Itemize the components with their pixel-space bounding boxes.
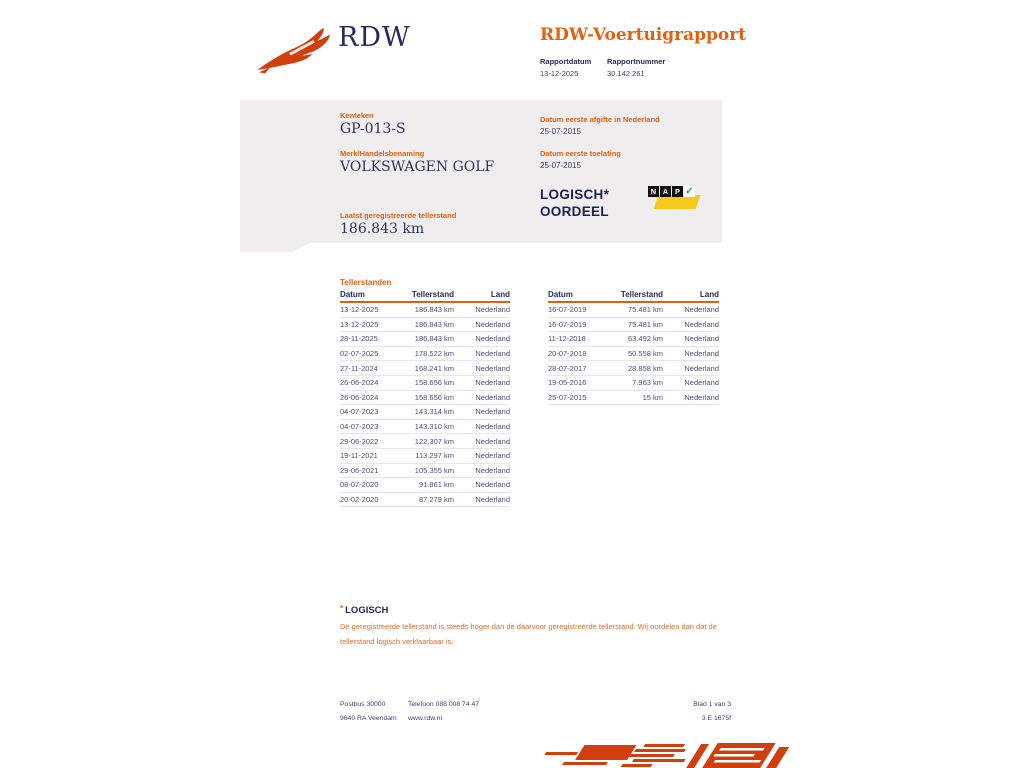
cell-tellerstand: 63.492 km [627,334,663,344]
cell-datum: 02-07-2025 [340,349,379,359]
cell-land: Nederland [475,334,510,344]
cell-land: Nederland [475,436,510,446]
table-row [548,318,719,333]
footer-address-line2: 9640 RA Veendam [340,715,397,722]
footer-page-indicator: Blad 1 van 3 [693,701,731,708]
afgifte-label: Datum eerste afgifte in Nederland [540,115,660,124]
cell-datum: 13-12-2025 [340,319,379,329]
table-row [340,376,510,391]
table-row [340,391,510,406]
cell-datum: 28-11-2025 [340,334,378,344]
tables-title: Tellerstanden [340,278,392,287]
table-row [340,434,510,449]
afgifte-value: 25-07-2015 [540,127,581,136]
cell-land: Nederland [684,363,719,373]
cell-tellerstand: 28.858 km [627,363,663,373]
toelating-label: Datum eerste toelating [540,149,621,158]
nap-letter-n: N [648,186,659,197]
rdw-logo-text: RDW [338,22,411,53]
report-date-value: 13-12-2025 [540,69,579,78]
cell-datum: 20-02-2020 [340,495,379,505]
cell-tellerstand: 186.843 km [414,334,454,344]
table-row [340,332,510,347]
table-row [548,376,719,391]
cell-datum: 08-07-2020 [340,480,379,490]
nap-letter-a: A [660,186,671,197]
cell-land: Nederland [475,363,510,373]
table-header [548,290,719,303]
footer-form-code: 3 E 1675f [701,715,731,722]
odometer-table-left [340,290,510,507]
odometer-table-right [548,290,719,405]
rdw-bird-logo-icon [254,24,334,74]
merk-label: Merk/Handelsbenaming [340,149,425,158]
cell-land: Nederland [684,392,719,402]
cell-tellerstand: 186.843 km [414,305,454,315]
cell-tellerstand: 168.241 km [414,363,454,373]
cell-land: Nederland [684,305,719,315]
kenteken-value: GP-013-S [340,121,406,137]
table-row [340,464,510,479]
table-row [340,405,510,420]
kenteken-label: Kenteken [340,111,374,120]
cell-tellerstand: 7.963 km [632,378,663,388]
cell-tellerstand: 178.522 km [414,349,454,359]
report-number-label: Rapportnummer [607,57,666,66]
cell-land: Nederland [475,305,510,315]
explanation-heading [340,604,388,616]
cell-tellerstand: 158.656 km [414,392,454,402]
cell-datum: 25-07-2015 [548,392,587,402]
cell-datum: 20-07-2018 [548,349,587,359]
table-row [548,391,719,406]
cell-datum: 29-06-2021 [340,465,379,475]
table-row [340,449,510,464]
cell-tellerstand: 91.861 km [418,480,454,490]
cell-datum: 26-06-2024 [340,392,379,402]
cell-land: Nederland [684,378,719,388]
cell-tellerstand: 143.310 km [414,422,454,432]
nap-yellow-bar [654,195,701,209]
cell-datum: 26-06-2024 [340,378,379,388]
cell-datum: 27-11-2024 [340,363,378,373]
cell-tellerstand: 113.297 km [415,451,454,461]
table-row [340,478,510,493]
cell-land: Nederland [475,422,510,432]
asterisk-mark: * [340,604,344,613]
tellerstand-label: Laatst geregistreerde tellerstand [340,211,457,220]
cell-land: Nederland [475,480,510,490]
table-row [548,361,719,376]
col-land: Land [699,290,719,299]
cell-datum: 29-06-2022 [340,436,379,446]
cell-land: Nederland [475,378,510,388]
cell-tellerstand: 15 km [642,392,663,402]
report-number-value: 30.142.261 [607,69,645,78]
cell-datum: 11-12-2018 [548,334,586,344]
table-row [340,420,510,435]
cell-land: Nederland [475,465,510,475]
cell-tellerstand: 75.481 km [627,305,663,315]
report-date-label: Rapportdatum [540,57,592,66]
cell-land: Nederland [684,334,719,344]
table-row [548,347,719,362]
cell-datum: 19-05-2016 [548,378,587,388]
col-datum: Datum [548,290,573,299]
cell-land: Nederland [475,451,510,461]
table-row [340,361,510,376]
cell-land: Nederland [475,319,510,329]
cell-datum: 19-11-2021 [340,451,378,461]
cell-tellerstand: 158.656 km [414,378,454,388]
merk-value: VOLKSWAGEN GOLF [340,159,495,175]
oordeel-line1: LOGISCH* [540,187,610,202]
nap-logo [648,186,700,212]
footer-address-line1: Postbus 30000 [340,701,386,708]
cell-datum: 04-07-2023 [340,422,379,432]
cell-tellerstand: 50.558 km [627,349,663,359]
table-row [548,332,719,347]
table-row [340,493,510,508]
cell-tellerstand: 186.843 km [414,319,454,329]
page-title: RDW-Voertuigrapport [540,25,747,45]
explanation-heading-text: LOGISCH [345,605,389,616]
table-row [340,318,510,333]
footer-website: www.rdw.nl [408,715,442,722]
cell-datum: 13-12-2025 [340,305,379,315]
table-row [340,303,510,318]
cell-land: Nederland [475,392,510,402]
cell-land: Nederland [684,319,719,329]
cell-tellerstand: 75.481 km [627,319,663,329]
table-row [548,303,719,318]
oordeel-text [540,186,609,220]
nap-check-icon: ✓ [685,186,694,197]
cell-land: Nederland [684,349,719,359]
col-tellerstand: Tellerstand [411,290,454,299]
cell-land: Nederland [475,495,510,505]
cell-datum: 04-07-2023 [340,407,379,417]
footer-phone: Telefoon 088 008 74 47 [408,701,480,708]
cell-tellerstand: 87.279 km [418,495,454,505]
table-header [340,290,510,303]
nap-letter-p: P [672,186,683,197]
cell-datum: 16-07-2019 [548,319,587,329]
toelating-value: 25-07-2015 [540,161,581,170]
cell-land: Nederland [475,407,510,417]
cell-tellerstand: 105.355 km [414,465,454,475]
cell-tellerstand: 143.314 km [414,407,454,417]
oordeel-line2: OORDEEL [540,204,609,219]
cell-datum: 28-07-2017 [548,363,587,373]
cell-tellerstand: 122.307 km [414,436,454,446]
explanation-body: De geregistreerde tellerstand is steeds hoger dan de daarvoor geregistreerde tellerstand. Wij oordelen dan dat de tellerstand logisch verklaarbaar is. [340,622,717,646]
col-datum: Datum [340,290,365,299]
col-land: Land [490,290,510,299]
speed-lines-graphic [543,741,805,768]
tellerstand-value: 186.843 km [340,221,425,237]
col-tellerstand: Tellerstand [620,290,663,299]
cell-land: Nederland [475,349,510,359]
cell-datum: 16-07-2019 [548,305,587,315]
table-row [340,347,510,362]
